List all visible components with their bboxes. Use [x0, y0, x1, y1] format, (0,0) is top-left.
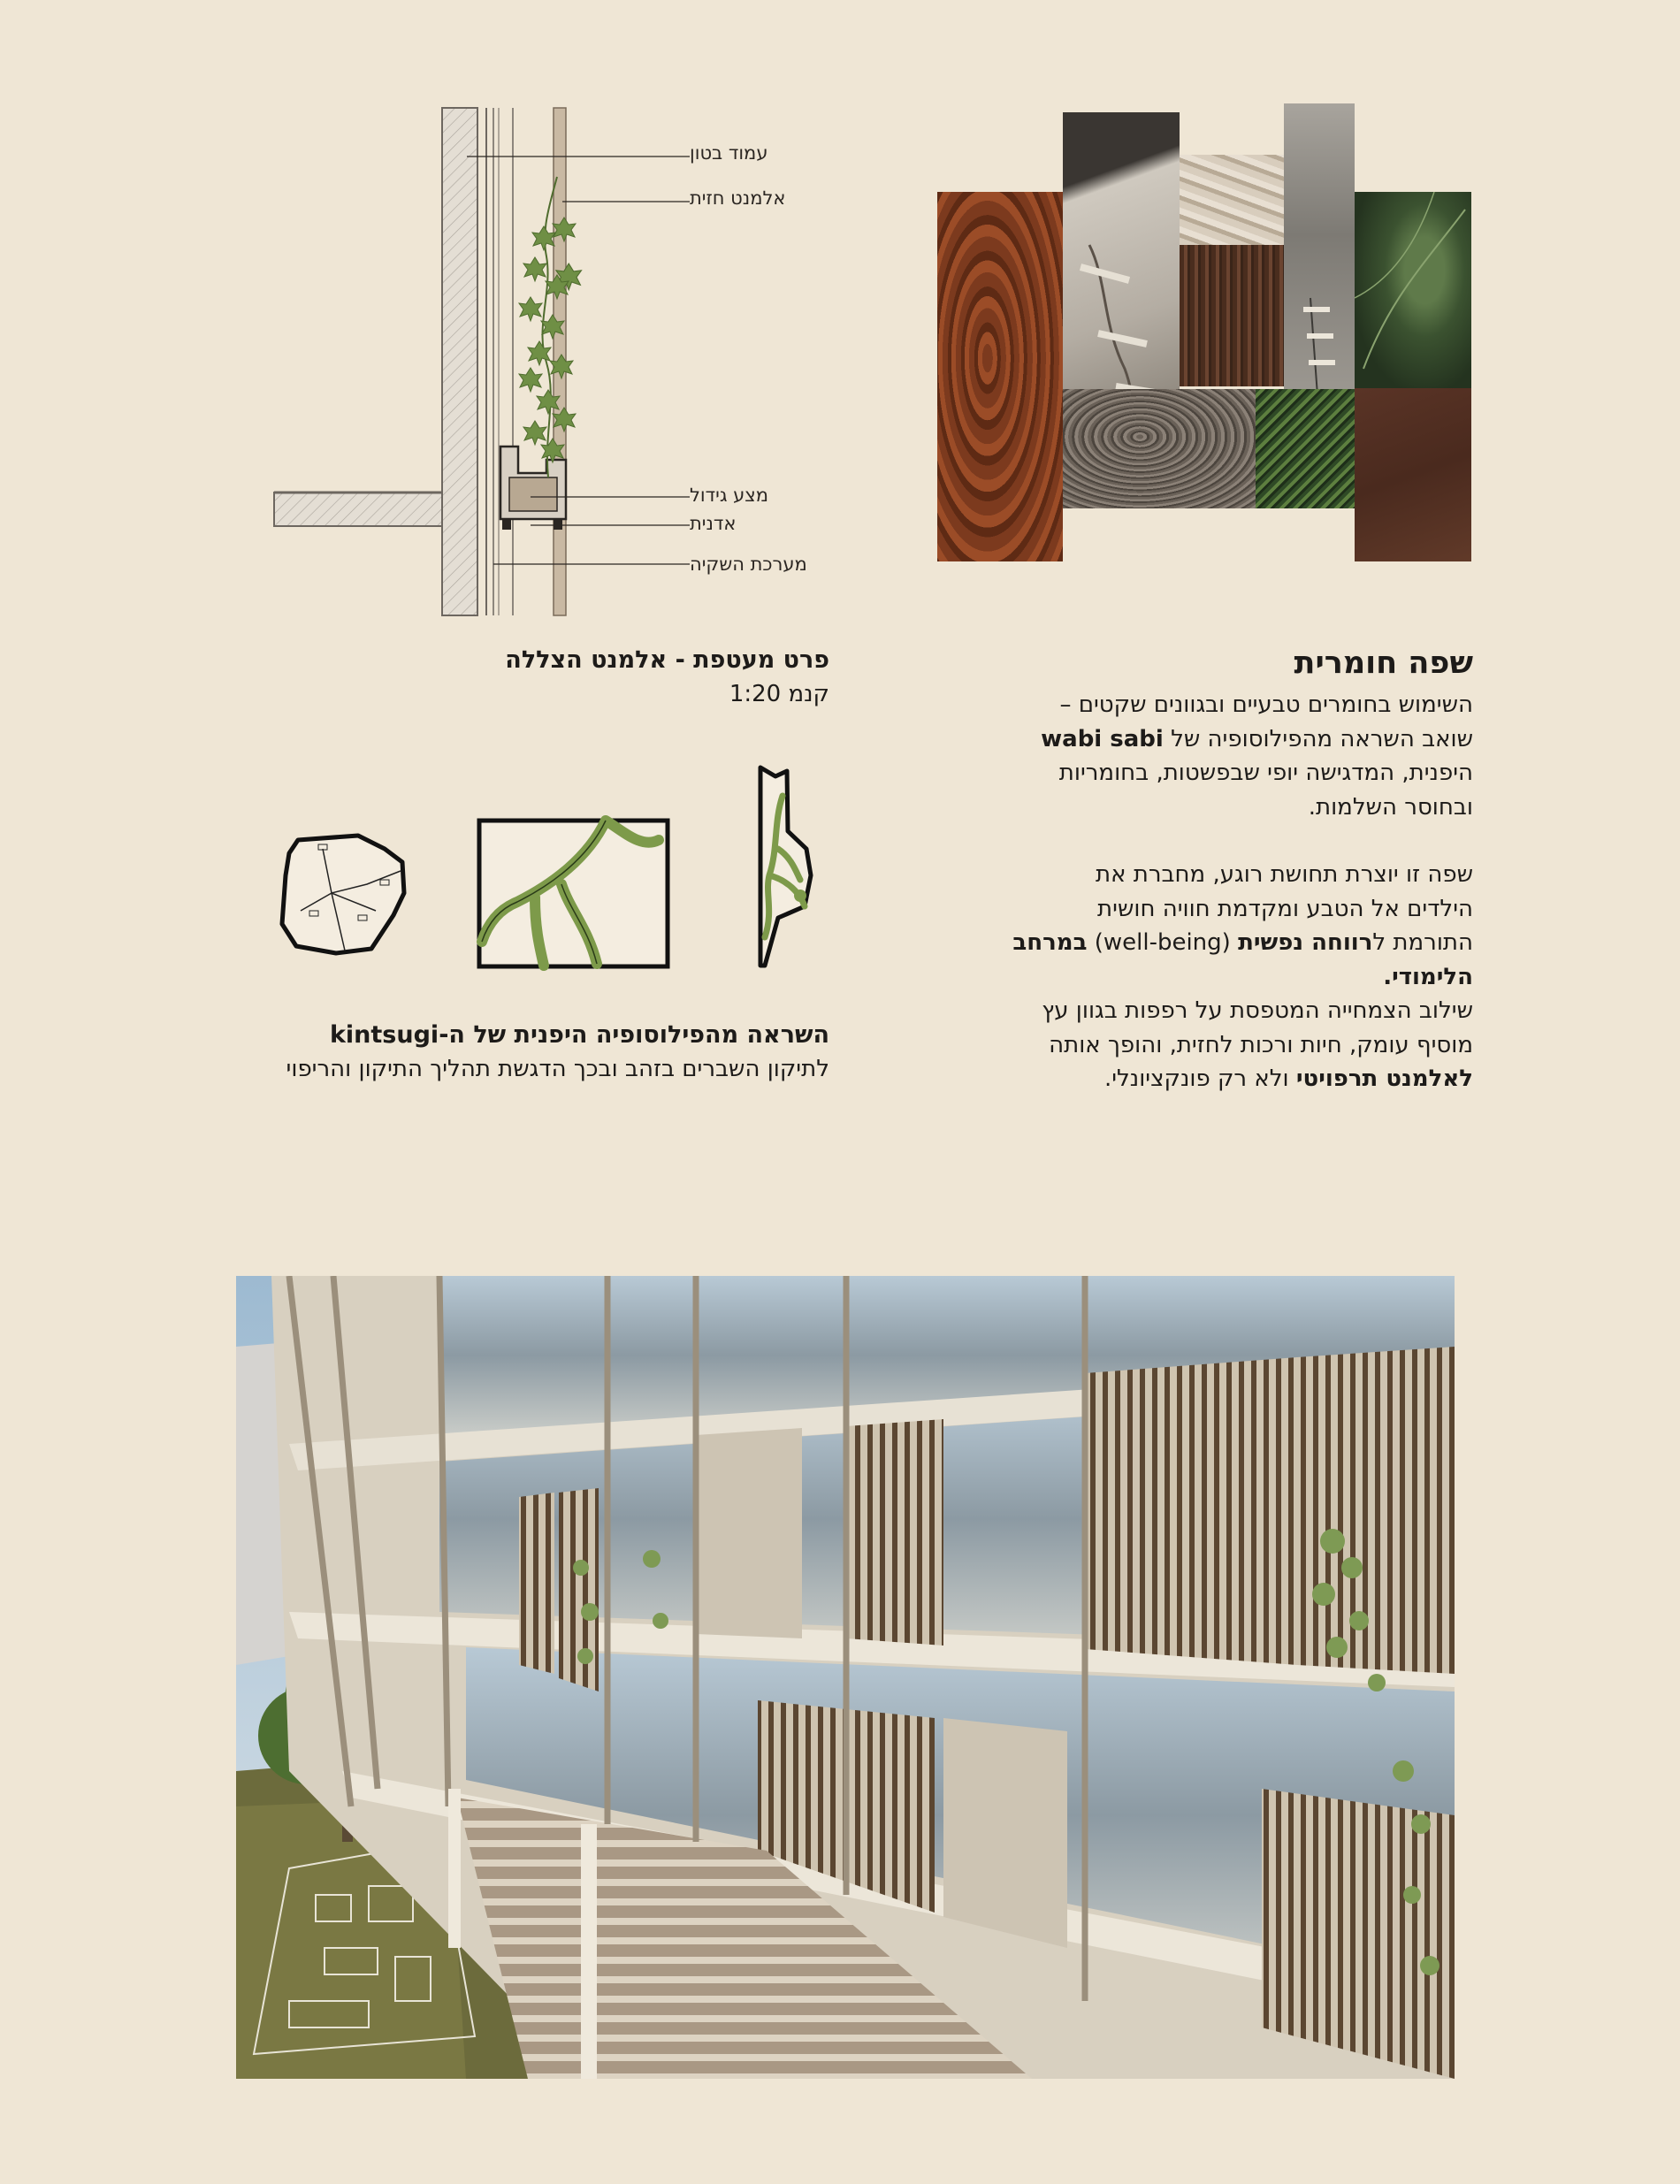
kintsugi-rock-sketch	[282, 836, 404, 953]
fern-texture	[1256, 389, 1355, 508]
detail-caption-title: פרט מעטפת - אלמנט הצללה	[505, 646, 829, 674]
body-line: ובחוסר השלמות.	[1308, 793, 1473, 821]
kintsugi-title: השראה מהפילוסופיה היפנית של ה-kintsugi	[329, 1021, 829, 1049]
material-language-title: שפה חומרית	[1294, 645, 1473, 681]
tropical-leaf-texture	[1355, 192, 1471, 388]
corten-steel-texture	[1355, 388, 1471, 561]
label-concrete-column: עמוד בטון	[690, 142, 768, 164]
body-line: מוסיף עומק, חיות ורכות לחזית, והופך אותה	[1049, 1031, 1473, 1058]
body-line: הלימודי.	[1383, 963, 1473, 990]
label-irrigation-system: מערכת השקיה	[690, 554, 807, 575]
facade-render-image	[236, 1276, 1455, 2079]
body-line: שפה זו יוצרת תחושת רוגע, מחברת את	[1096, 861, 1473, 888]
material-language-body	[973, 688, 1473, 1096]
driftwood-texture	[1180, 155, 1286, 245]
body-line: שואב השראה מהפילוסופיה של wabi sabi	[1041, 725, 1473, 752]
label-planter-bed: מצע גידול	[690, 485, 769, 506]
body-line: היפנית, המדגישה יופי שבפשטות, בחומריות	[1058, 760, 1473, 786]
detail-caption-scale: קנמ 1:20	[729, 681, 829, 707]
kintsugi-body: לתיקון השברים בזהב ובכך הדגשת תהליך התיקון והריפוי	[286, 1056, 829, 1082]
weathered-wood-texture	[1063, 389, 1256, 508]
label-planter-box: אדנית	[690, 513, 737, 534]
facade-section-detail-drawing	[265, 97, 831, 628]
body-line: לאלמנט תרפויטי ולא רק פונקציונלי.	[1103, 1065, 1473, 1092]
redwood-burl-texture	[937, 192, 1063, 561]
stitched-stone-texture	[1284, 103, 1355, 395]
body-line: השימוש בחומרים טבעיים ובגוונים שקטים –	[1059, 691, 1473, 718]
label-facade-element: אלמנט חזית	[690, 187, 786, 209]
body-line: התורמת לרווחה נפשית (well-being) במרחב	[1012, 929, 1473, 956]
body-line: שילוב הצמחייה המטפסת על רפפות בגוון עץ	[1042, 997, 1473, 1024]
kintsugi-sketches	[270, 760, 836, 981]
material-moodboard	[935, 102, 1473, 561]
wood-slat-texture	[1180, 245, 1284, 386]
body-line: הילדים אל הטבע ומקדמת חוויה חושית	[1097, 895, 1473, 922]
